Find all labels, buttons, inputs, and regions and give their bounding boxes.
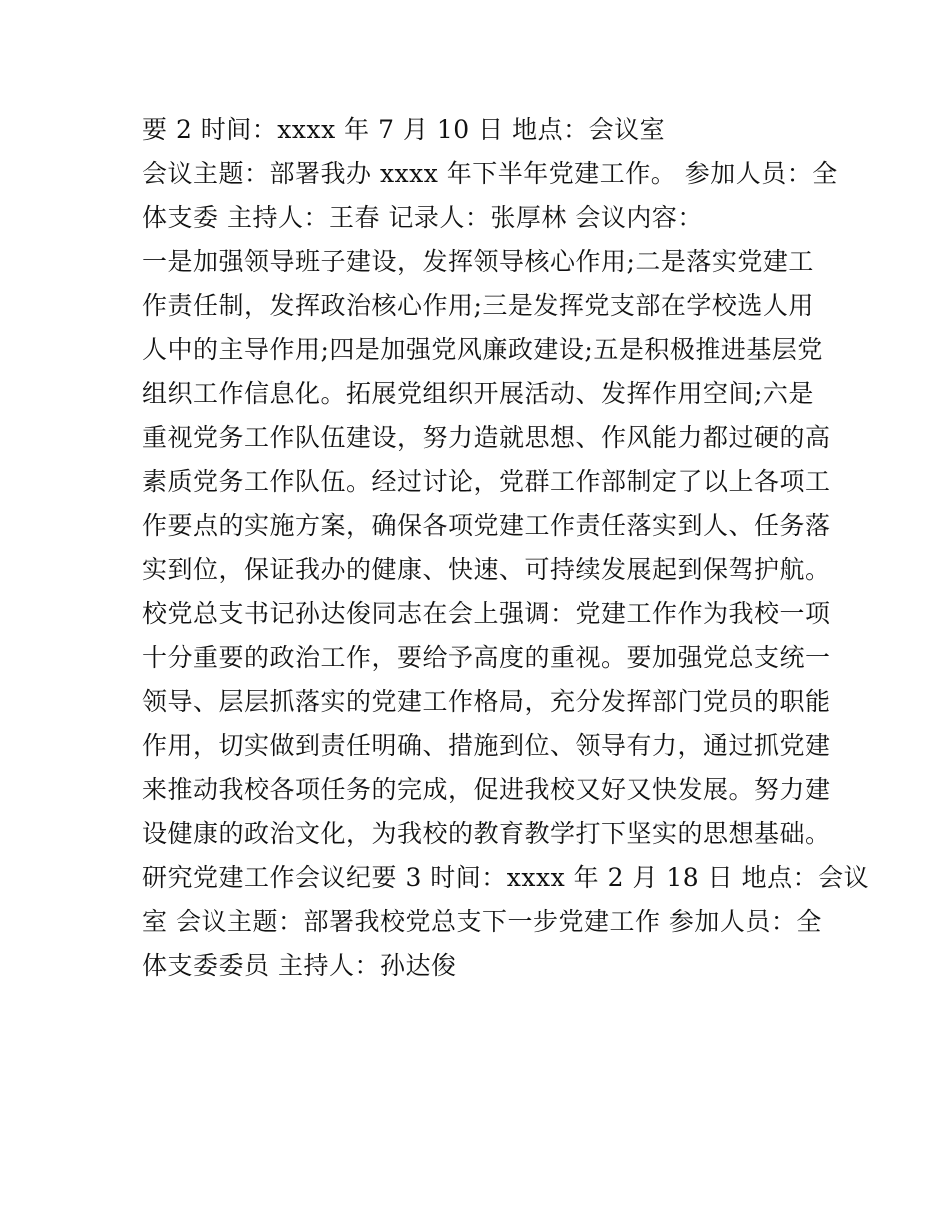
text-line: 实到位，保证我办的健康、快速、可持续发展起到保驾护航。 bbox=[142, 555, 831, 584]
text-line: 体支委委员 主持人：孙达俊 bbox=[142, 951, 457, 980]
text-line: 一是加强领导班子建设，发挥领导核心作用;二是落实党建工 bbox=[142, 247, 814, 276]
text-line: 人中的主导作用;四是加强党风廉政建设;五是积极推进基层党 bbox=[142, 335, 823, 364]
text-line: 会议主题：部署我办 xxxx 年下半年党建工作。 参加人员：全 bbox=[142, 159, 838, 188]
text-line: 十分重要的政治工作，要给予高度的重视。要加强党总支统一 bbox=[142, 643, 831, 672]
document-body bbox=[142, 110, 870, 990]
text-line: 组织工作信息化。拓展党组织开展活动、发挥作用空间;六是 bbox=[142, 379, 814, 408]
text-line: 室 会议主题：部署我校党总支下一步党建工作 参加人员：全 bbox=[142, 907, 822, 936]
text-line: 体支委 主持人：王春 记录人：张厚林 会议内容： bbox=[142, 203, 703, 232]
text-line: 领导、层层抓落实的党建工作格局，充分发挥部门党员的职能 bbox=[142, 687, 831, 716]
text-line: 重视党务工作队伍建设，努力造就思想、作风能力都过硬的高 bbox=[142, 423, 831, 452]
text-line: 研究党建工作会议纪要 3 时间：xxxx 年 2 月 18 日 地点：会议 bbox=[142, 863, 870, 892]
text-line: 作用，切实做到责任明确、措施到位、领导有力，通过抓党建 bbox=[142, 731, 831, 760]
text-line: 作责任制，发挥政治核心作用;三是发挥党支部在学校选人用 bbox=[142, 291, 814, 320]
text-line: 要 2 时间：xxxx 年 7 月 10 日 地点：会议室 bbox=[142, 115, 666, 144]
text-line: 校党总支书记孙达俊同志在会上强调：党建工作作为我校一项 bbox=[142, 599, 831, 628]
text-line: 素质党务工作队伍。经过讨论，党群工作部制定了以上各项工 bbox=[142, 467, 831, 496]
text-line: 来推动我校各项任务的完成，促进我校又好又快发展。努力建 bbox=[142, 775, 831, 804]
text-line: 作要点的实施方案，确保各项党建工作责任落实到人、任务落 bbox=[142, 511, 831, 540]
text-line: 设健康的政治文化，为我校的教育教学打下坚实的思想基础。 bbox=[142, 819, 831, 848]
